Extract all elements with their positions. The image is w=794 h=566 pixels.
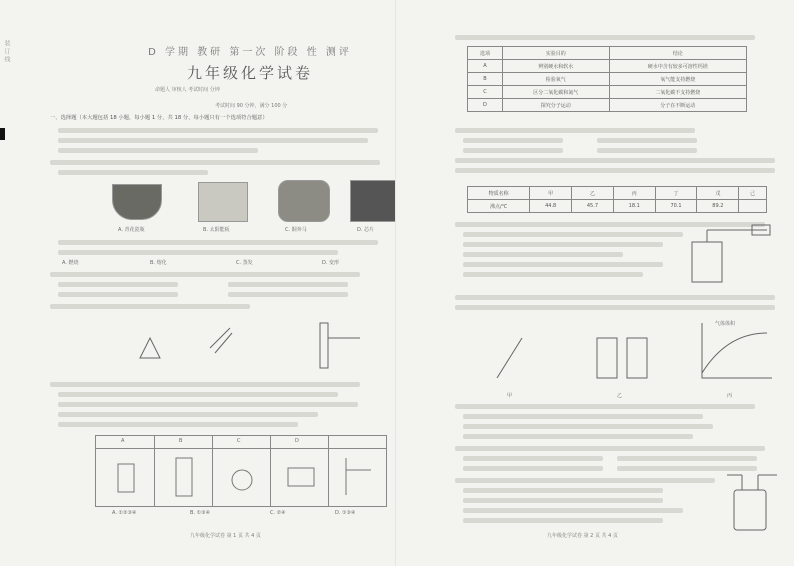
text-line (463, 262, 663, 267)
binding-line-text: 装订线 (3, 40, 10, 64)
figure-caption: 甲 (507, 393, 513, 399)
text-line (463, 498, 663, 503)
option-a: A. ①②③④ (112, 510, 137, 516)
exam-header: D 学期 教研 第一次 阶段 性 测评 (148, 47, 352, 58)
option-c: C. ②④ (270, 510, 286, 516)
text-line (455, 446, 765, 451)
text-line (463, 242, 663, 247)
table-row: D 探究分子运动 分子在不断运动 (468, 99, 747, 112)
text-line (58, 240, 378, 245)
text-line (455, 404, 755, 409)
image-caption: D. 芯片 (357, 227, 375, 233)
panel-label: A (121, 438, 125, 444)
text-line (58, 138, 368, 143)
gas-apparatus-sketch (682, 220, 782, 290)
text-line (463, 148, 563, 153)
text-line (463, 424, 713, 429)
text-line (455, 168, 775, 173)
panel-label: B (179, 438, 183, 444)
page-footer: 九年级化学试卷 第 2 页 共 4 页 (547, 533, 618, 539)
text-line (455, 305, 775, 310)
option-d: D. 变形 (322, 260, 340, 266)
text-line (50, 304, 250, 309)
figure-caption: 乙 (617, 393, 623, 399)
exam-info: 考试时间 90 分钟，满分 100 分 (215, 103, 288, 109)
text-line (58, 422, 298, 427)
text-line (58, 170, 208, 175)
text-line (463, 488, 663, 493)
figure-caption: 丙 (727, 393, 733, 399)
text-line (50, 160, 380, 165)
text-line (617, 456, 757, 461)
text-line (58, 412, 318, 417)
table-header: 选项 (468, 47, 503, 60)
text-line (58, 282, 178, 287)
text-line (463, 456, 603, 461)
text-line (58, 292, 178, 297)
page-footer: 九年级化学试卷 第 1 页 共 4 页 (190, 533, 261, 539)
exam-title: 九年级化学试卷 (186, 64, 313, 82)
text-line (463, 232, 683, 237)
text-line (58, 128, 378, 133)
exam-page-right (397, 0, 794, 566)
table-header: 实验目的 (502, 47, 609, 60)
punch-mark (0, 128, 5, 140)
text-line (455, 295, 775, 300)
option-d: D. ①③④ (335, 510, 356, 516)
text-line (228, 292, 348, 297)
text-line (50, 382, 360, 387)
text-line (597, 148, 697, 153)
text-line (463, 466, 603, 471)
text-line (463, 434, 693, 439)
exam-subtitle: 命题人 审核人 考试时间 分钟 (155, 87, 220, 93)
experiment-figures (477, 318, 777, 393)
text-line (50, 272, 360, 277)
option-b: B. 熔化 (150, 260, 167, 266)
experiment-table (467, 46, 747, 112)
image-caption: C. 铜奔马 (285, 227, 307, 233)
bronze-horse-icon (278, 180, 330, 222)
table-row: 沸点/℃ 44.8 45.7 18.1 70.1 89.2 (468, 200, 767, 213)
figure-panel-strip (95, 435, 387, 507)
text-line (455, 158, 775, 163)
text-line (597, 138, 697, 143)
text-line (463, 252, 623, 257)
section-heading: 一、选择题（本大题包括 18 小题，每小题 1 分，共 18 分，每小题只有一个选项符合题意） (50, 115, 268, 121)
table-row: A 辨别硬水和软水 硬水中含有较多可溶性钙镁 (468, 60, 747, 73)
image-caption: B. 太阳能板 (203, 227, 230, 233)
text-line (58, 148, 258, 153)
table-header: 结论 (609, 47, 746, 60)
lab-sketches (120, 318, 380, 378)
panel-label: D (295, 438, 299, 444)
panel-label: C (237, 438, 241, 444)
table-row: B 检验氧气 氧气能支持燃烧 (468, 73, 747, 86)
table-row: C 区分二氧化碳和氮气 二氧化碳不支持燃烧 (468, 86, 747, 99)
chart-axis-label: 气体体积 (715, 321, 736, 327)
text-line (455, 128, 695, 133)
option-a: A. 燃烧 (62, 260, 79, 266)
image-caption: A. 青花瓷瓶 (118, 227, 145, 233)
text-line (455, 35, 755, 40)
solar-tube-icon (198, 182, 248, 222)
boiling-point-table: 物质名称 甲 乙 丙 丁 戊 己 沸点/℃ 44.8 45.7 18.1 70.1 89.2 (467, 186, 767, 213)
text-line (463, 272, 643, 277)
text-line (463, 508, 683, 513)
text-line (463, 518, 663, 523)
text-line (58, 392, 338, 397)
chip-icon (350, 180, 396, 222)
text-line (463, 414, 703, 419)
text-line (455, 478, 715, 483)
text-line (58, 250, 338, 255)
text-line (58, 402, 358, 407)
gas-bottle-sketch (722, 470, 782, 540)
text-line (463, 138, 563, 143)
option-c: C. 蒸发 (236, 260, 253, 266)
option-b: B. ①③④ (190, 510, 211, 516)
porcelain-bowl-icon (112, 184, 162, 220)
text-line (228, 282, 348, 287)
